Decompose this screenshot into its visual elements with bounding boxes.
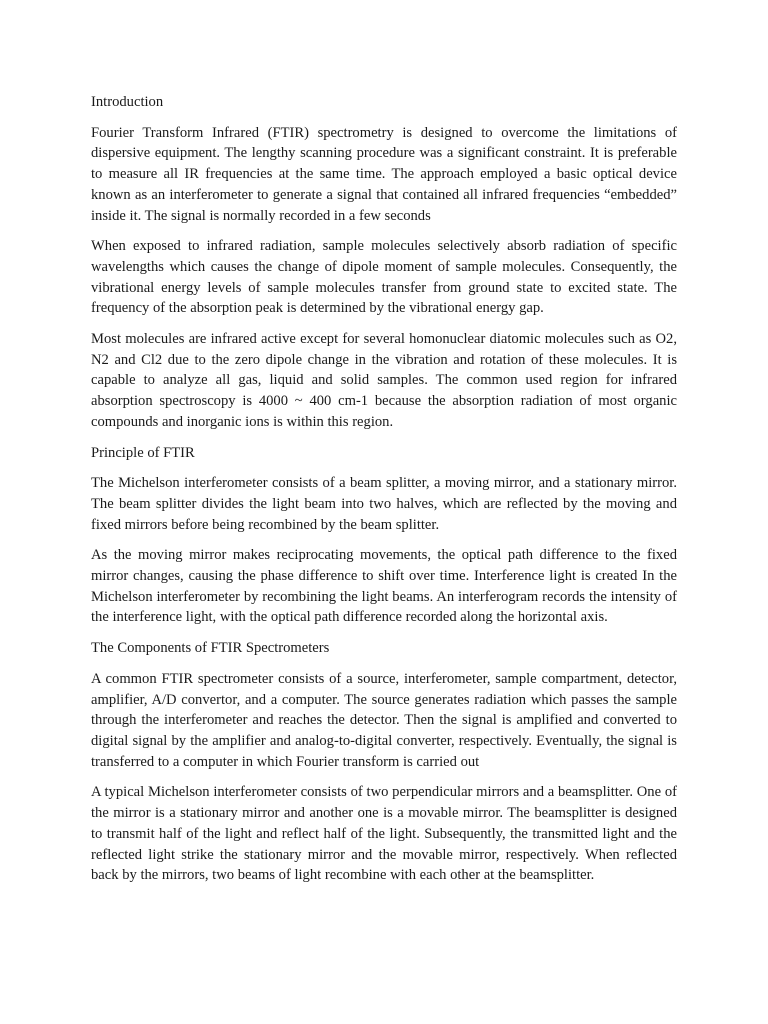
paragraph: Fourier Transform Infrared (FTIR) spectrometry is designed to overcome the limitations of dispersive equipment. The lengthy scanning procedure was a significant constraint. It is preferable to measure all IR frequencies at the same time. The approach employed a basic optical device known as an interferometer to generate a signal that contained all infrared frequencies “embedded” inside it. The signal is normally recorded in a few seconds: [91, 124, 677, 224]
section-heading-introduction: Introduction: [91, 94, 164, 110]
paragraph: As the moving mirror makes reciprocating movements, the optical path difference to the fixed mirror changes, causing the phase difference to shift over time. Interference light is created In the Michelson interferometer by recombining the light beams. An interferogram records the intensity of the interference light, with the optical path difference recorded along the horizontal axis.: [91, 547, 677, 626]
document-page: [91, 92, 677, 896]
section-heading-principle: Principle of FTIR: [91, 444, 195, 461]
section-heading-components: The Components of FTIR Spectrometers: [91, 640, 330, 657]
paragraph: A common FTIR spectrometer consists of a source, interferometer, sample compartment, detector, amplifier, A/D convertor, and a computer. The source generates radiation which passes the sample through the interferometer and reaches the detector. Then the signal is amplified and converted to digital signal by the amplifier and analog-to-digital converter, respectively. Eventually, the signal is transferred to a computer in which Fourier transform is carried out: [91, 670, 677, 770]
paragraph: When exposed to infrared radiation, sample molecules selectively absorb radiation of specific wavelengths which causes the change of dipole moment of sample molecules. Consequently, the vibrational energy levels of sample molecules transfer from ground state to excited state. The frequency of the absorption peak is determined by the vibrational energy gap.: [91, 238, 677, 317]
paragraph: The Michelson interferometer consists of a beam splitter, a moving mirror, and a stationary mirror. The beam splitter divides the light beam into two halves, which are reflected by the moving and fixed mirrors before being recombined by the beam splitter.: [91, 475, 677, 533]
paragraph: A typical Michelson interferometer consists of two perpendicular mirrors and a beamsplitter. One of the mirror is a stationary mirror and another one is a movable mirror. The beamsplitter is designed to transmit half of the light and reflect half of the light. Subsequently, the transmitted light and the reflected light strike the stationary mirror and the movable mirror, respectively. When reflected back by the mirrors, two beams of light recombine with each other at the beamsplitter.: [91, 784, 677, 884]
paragraph: Most molecules are infrared active except for several homonuclear diatomic molecules such as O2, N2 and Cl2 due to the zero dipole change in the vibration and rotation of these molecules. It is capable to analyze all gas, liquid and solid samples. The common used region for infrared absorption spectroscopy is 4000 ~ 400 cm-1 because the absorption radiation of most organic compounds and inorganic ions is within this region.: [91, 331, 677, 430]
